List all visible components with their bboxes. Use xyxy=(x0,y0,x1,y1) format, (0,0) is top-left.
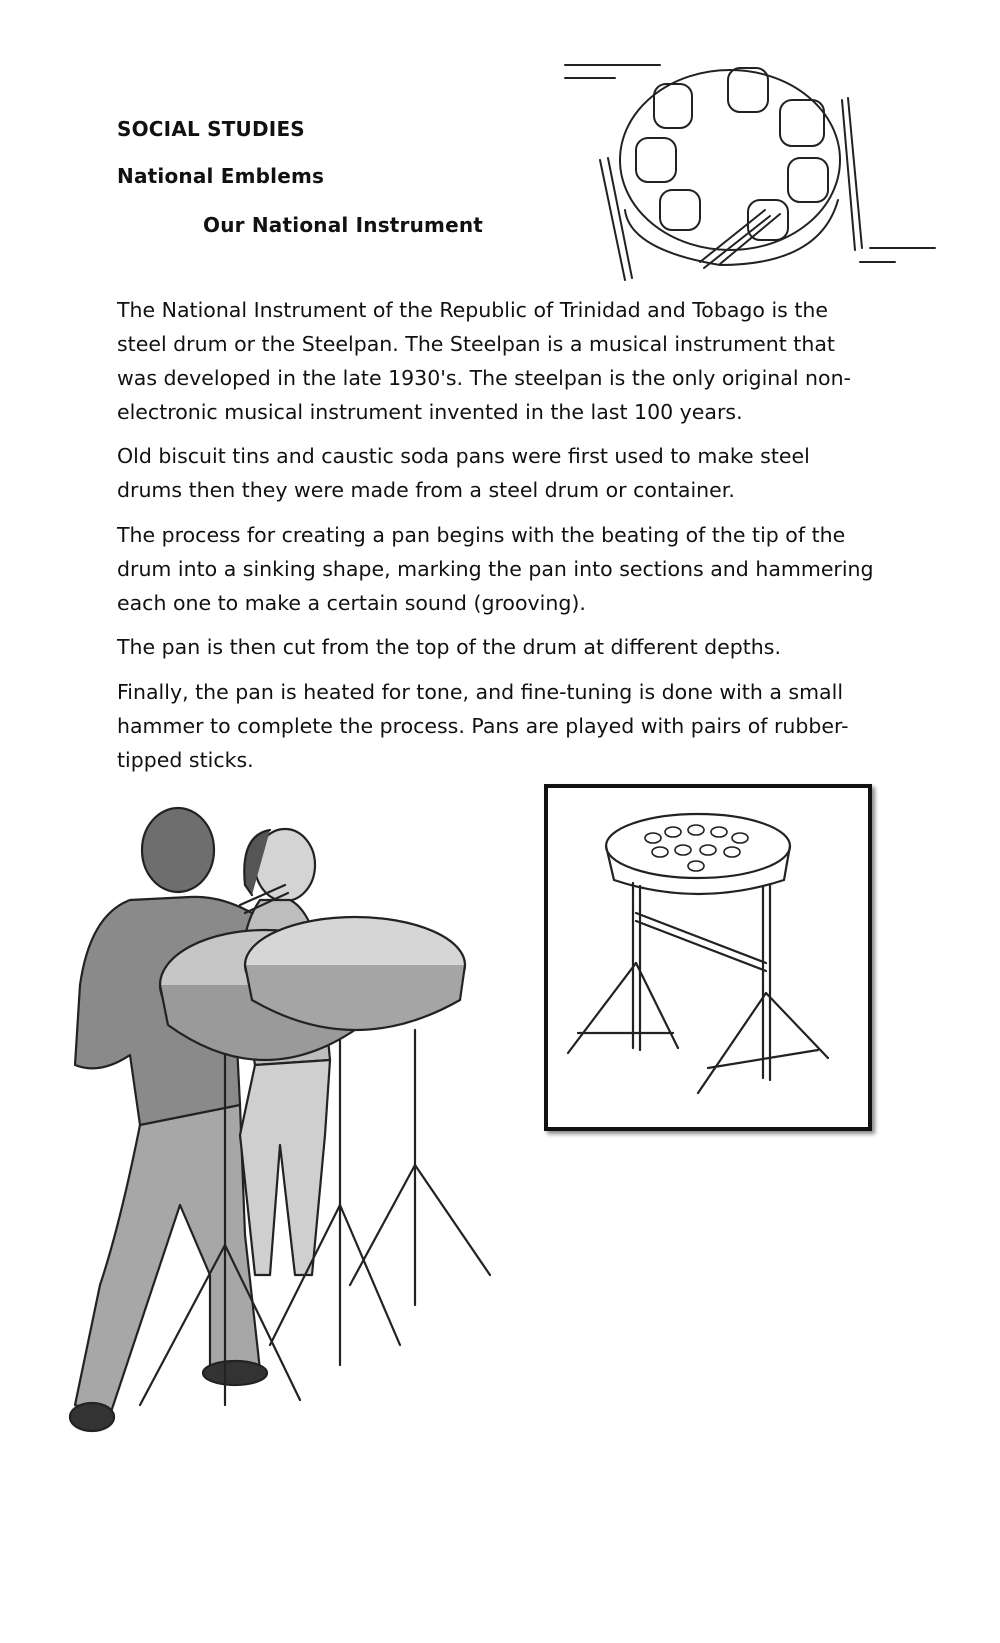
steelpan-stand-frame xyxy=(544,784,872,1131)
topic-heading: National Emblems xyxy=(117,164,325,188)
steelpan-players-illustration xyxy=(40,805,520,1485)
page-title: Our National Instrument xyxy=(203,213,484,237)
paragraph-3: The process for creating a pan begins with the beating of the tip of the drum into a sinking shape, marking the pan into sections and hammering each one to make a certain sound (grooving). xyxy=(117,523,874,615)
steelpan-top-illustration xyxy=(570,50,940,300)
paragraph-2: Old biscuit tins and caustic soda pans were first used to make steel drums then they were made from a steel drum or container. xyxy=(117,444,810,502)
subject-heading: SOCIAL STUDIES xyxy=(117,117,305,141)
paragraph-4: The pan is then cut from the top of the drum at different depths. xyxy=(117,635,781,659)
paragraph-1: The National Instrument of the Republic of Trinidad and Tobago is the steel drum or the Steelpan. The Steelpan is a musical instrument that was developed in the late 1930's. The steelpan is the only original non-electronic musical instrument invented in the last 100 years. xyxy=(117,298,851,424)
steelpan-on-stand-illustration xyxy=(548,788,868,1127)
paragraph-5: Finally, the pan is heated for tone, and fine-tuning is done with a small hammer to complete the process. Pans are played with pairs of rubber-tipped sticks. xyxy=(117,680,849,772)
